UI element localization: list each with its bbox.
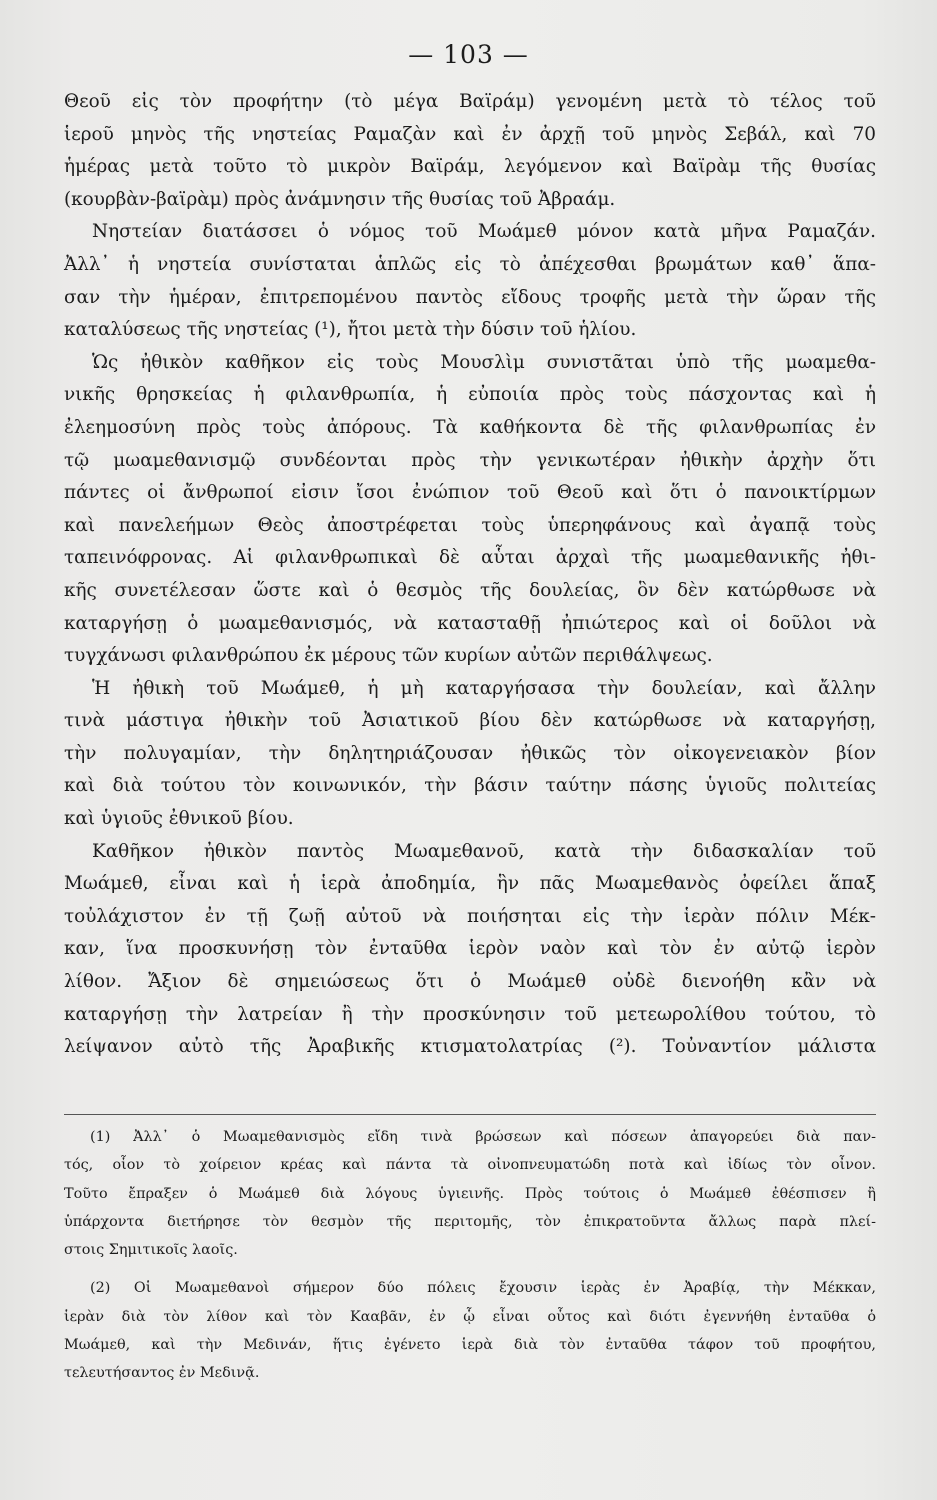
text-line: Ἀλλ᾽ ἡ νηστεία συνίσταται ἁπλῶς εἰς τὸ ἀπέχεσθαι βρωμάτων καθ᾽ ἅπα-	[64, 253, 876, 275]
text-line: Ὡς ἠθικὸν καθῆκον εἰς τοὺς Μουσλὶμ συνιστᾶται ὑπὸ τῆς μωαμεθα-	[92, 351, 876, 373]
footnote-separator	[64, 1114, 876, 1115]
footnote	[64, 1123, 876, 1264]
footnote-line: ὑπάρχοντα διετήρησε τὸν θεσμὸν τῆς περιτομῆς, τὸν ἐπικρατοῦντα ἄλλως παρὰ πλεί-	[64, 1213, 876, 1230]
text-line: κῆς συνετέλεσαν ὥστε καὶ ὁ θεσμὸς τῆς δουλείας, ὃν δὲν κατώρθωσε νὰ	[64, 579, 876, 601]
footnote-gap	[64, 1264, 876, 1274]
text-line: καν, ἵνα προσκυνήσῃ τὸν ἐνταῦθα ἱερὸν ναὸν καὶ τὸν ἐν αὐτῷ ἱερὸν	[64, 938, 876, 960]
text-line: καταργήσῃ ὁ μωαμεθανισμός, νὰ κατασταθῇ ἠπιώτερος καὶ οἱ δοῦλοι νὰ	[64, 612, 876, 634]
text-line: Καθῆκον ἠθικὸν παντὸς Μωαμεθανοῦ, κατὰ τὴν διδασκαλίαν τοῦ	[92, 840, 876, 862]
text-line: τινὰ μάστιγα ἠθικὴν τοῦ Ἀσιατικοῦ βίου δὲν κατώρθωσε νὰ καταργήσῃ,	[64, 710, 876, 732]
footnote-line: τός, οἷον τὸ χοίρειον κρέας καὶ πάντα τὰ οἰνοπνευματώδη ποτὰ καὶ ἰδίως τὸν οἶνον.	[64, 1157, 876, 1174]
text-line: Μωάμεθ, εἶναι καὶ ἡ ἱερὰ ἀποδημία, ἣν πᾶς Μωαμεθανὸς ὀφείλει ἅπαξ	[64, 873, 876, 895]
text-line: νικῆς θρησκείας ἡ φιλανθρωπία, ἡ εὐποιία πρὸς τοὺς πάσχοντας καὶ ἡ	[64, 384, 876, 406]
text-line: ἱεροῦ μηνὸς τῆς νηστείας Ραμαζὰν καὶ ἐν ἀρχῇ τοῦ μηνὸς Σεβάλ, καὶ 70	[64, 123, 876, 145]
text-line: λείψανον αὐτὸ τῆς Ἀραβικῆς κτισματολατρίας (²). Τοὐναντίον μάλιστα	[64, 1036, 876, 1058]
text-line: καὶ πανελεήμων Θεὸς ἀποστρέφεται τοὺς ὑπερηφάνους καὶ ἀγαπᾷ τοὺς	[64, 514, 876, 536]
footnote-line: Μωάμεθ, καὶ τὴν Μεδινάν, ἥτις ἐγένετο ἱερὰ διὰ τὸν ἐνταῦθα τάφον τοῦ προφήτου,	[64, 1337, 876, 1354]
footnote-line: (2) Οἱ Μωαμεθανοὶ σήμερον δύο πόλεις ἔχουσιν ἱερὰς ἐν Ἀραβίᾳ, τὴν Μέκκαν,	[90, 1280, 876, 1297]
text-line: καταργήσῃ τὴν λατρείαν ἢ τὴν προσκύνησιν τοῦ μετεωρολίθου τούτου, τὸ	[64, 1003, 876, 1025]
text-line: ἡμέρας μετὰ τοῦτο τὸ μικρὸν Βαϊράμ, λεγόμενον καὶ Βαϊρὰμ τῆς θυσίας	[64, 156, 876, 178]
footnotes-block	[64, 1123, 876, 1388]
text-line: Ἡ ἠθικὴ τοῦ Μωάμεθ, ἡ μὴ καταργήσασα τὴν δουλείαν, καὶ ἄλλην	[92, 677, 876, 699]
text-line: (κουρβὰν-βαϊρὰμ) πρὸς ἀνάμνησιν τῆς θυσίας τοῦ Ἀβραάμ.	[64, 188, 616, 210]
text-line: τὴν πολυγαμίαν, τὴν δηλητηριάζουσαν ἠθικῶς τὸν οἰκογενειακὸν βίον	[64, 742, 876, 764]
text-line: ἐλεημοσύνη πρὸς τοὺς ἀπόρους. Τὰ καθήκοντα δὲ τῆς φιλανθρωπίας ἐν	[64, 416, 876, 438]
text-line: Νηστείαν διατάσσει ὁ νόμος τοῦ Μωάμεθ μόνον κατὰ μῆνα Ραμαζάν.	[92, 221, 876, 243]
text-line: πάντες οἱ ἄνθρωποί εἰσιν ἴσοι ἐνώπιον τοῦ Θεοῦ καὶ ὅτι ὁ πανοικτίρμων	[64, 482, 876, 504]
footnote	[64, 1274, 876, 1387]
text-line: τυγχάνωσι φιλανθρώπου ἐκ μέρους τῶν κυρίων αὐτῶν περιθάλψεως.	[64, 645, 713, 667]
text-line: τοὐλάχιστον ἐν τῇ ζωῇ αὐτοῦ νὰ ποιήσηται εἰς τὴν ἱερὰν πόλιν Μέκ-	[64, 905, 876, 927]
text-line: καταλύσεως τῆς νηστείας (¹), ἤτοι μετὰ τὴν δύσιν τοῦ ἡλίου.	[64, 319, 637, 341]
footnote-line: στοις Σημιτικοῖς λαοῖς.	[64, 1242, 238, 1259]
text-line: λίθον. Ἄξιον δὲ σημειώσεως ὅτι ὁ Μωάμεθ οὐδὲ διενοήθη κἂν νὰ	[64, 971, 876, 993]
main-text-block	[64, 86, 876, 1064]
text-line: καὶ διὰ τούτου τὸν κοινωνικόν, τὴν βάσιν ταύτην πάσης ὑγιοῦς πολιτείας	[64, 775, 876, 797]
footnote-line: ἱερὰν διὰ τὸν λίθον καὶ τὸν Κααβᾶν, ἐν ᾧ εἶναι οὗτος καὶ διότι ἐγεννήθη ἐνταῦθα ὁ	[64, 1308, 876, 1325]
footnote-line: τελευτήσαντος ἐν Μεδινᾷ.	[64, 1365, 260, 1382]
text-line: σαν τὴν ἡμέραν, ἐπιτρεπομένου παντὸς εἴδους τροφῆς μετὰ τὴν ὥραν τῆς	[64, 286, 876, 308]
footnote-line: (1) Ἀλλ᾽ ὁ Μωαμεθανισμὸς εἴδη τινὰ βρώσεων καὶ πόσεων ἀπαγορεύει διὰ παν-	[90, 1129, 876, 1145]
footnote-line: Τοῦτο ἔπραξεν ὁ Μωάμεθ διὰ λόγους ὑγιεινῆς. Πρὸς τούτοις ὁ Μωάμεθ ἐθέσπισεν ἢ	[64, 1185, 876, 1202]
text-line: τῷ μωαμεθανισμῷ συνδέονται πρὸς τὴν γενικωτέραν ἠθικὴν ἀρχὴν ὅτι	[64, 449, 876, 471]
text-line: καὶ ὑγιοῦς ἐθνικοῦ βίου.	[64, 808, 294, 830]
page-number: — 103 —	[408, 40, 529, 69]
text-line: ταπεινόφρονας. Αἱ φιλανθρωπικαὶ δὲ αὗται ἀρχαὶ τῆς μωαμεθανικῆς ἠθι-	[64, 547, 876, 569]
text-line: Θεοῦ εἰς τὸν προφήτην (τὸ μέγα Βαϊράμ) γενομένη μετὰ τὸ τέλος τοῦ	[64, 91, 876, 112]
